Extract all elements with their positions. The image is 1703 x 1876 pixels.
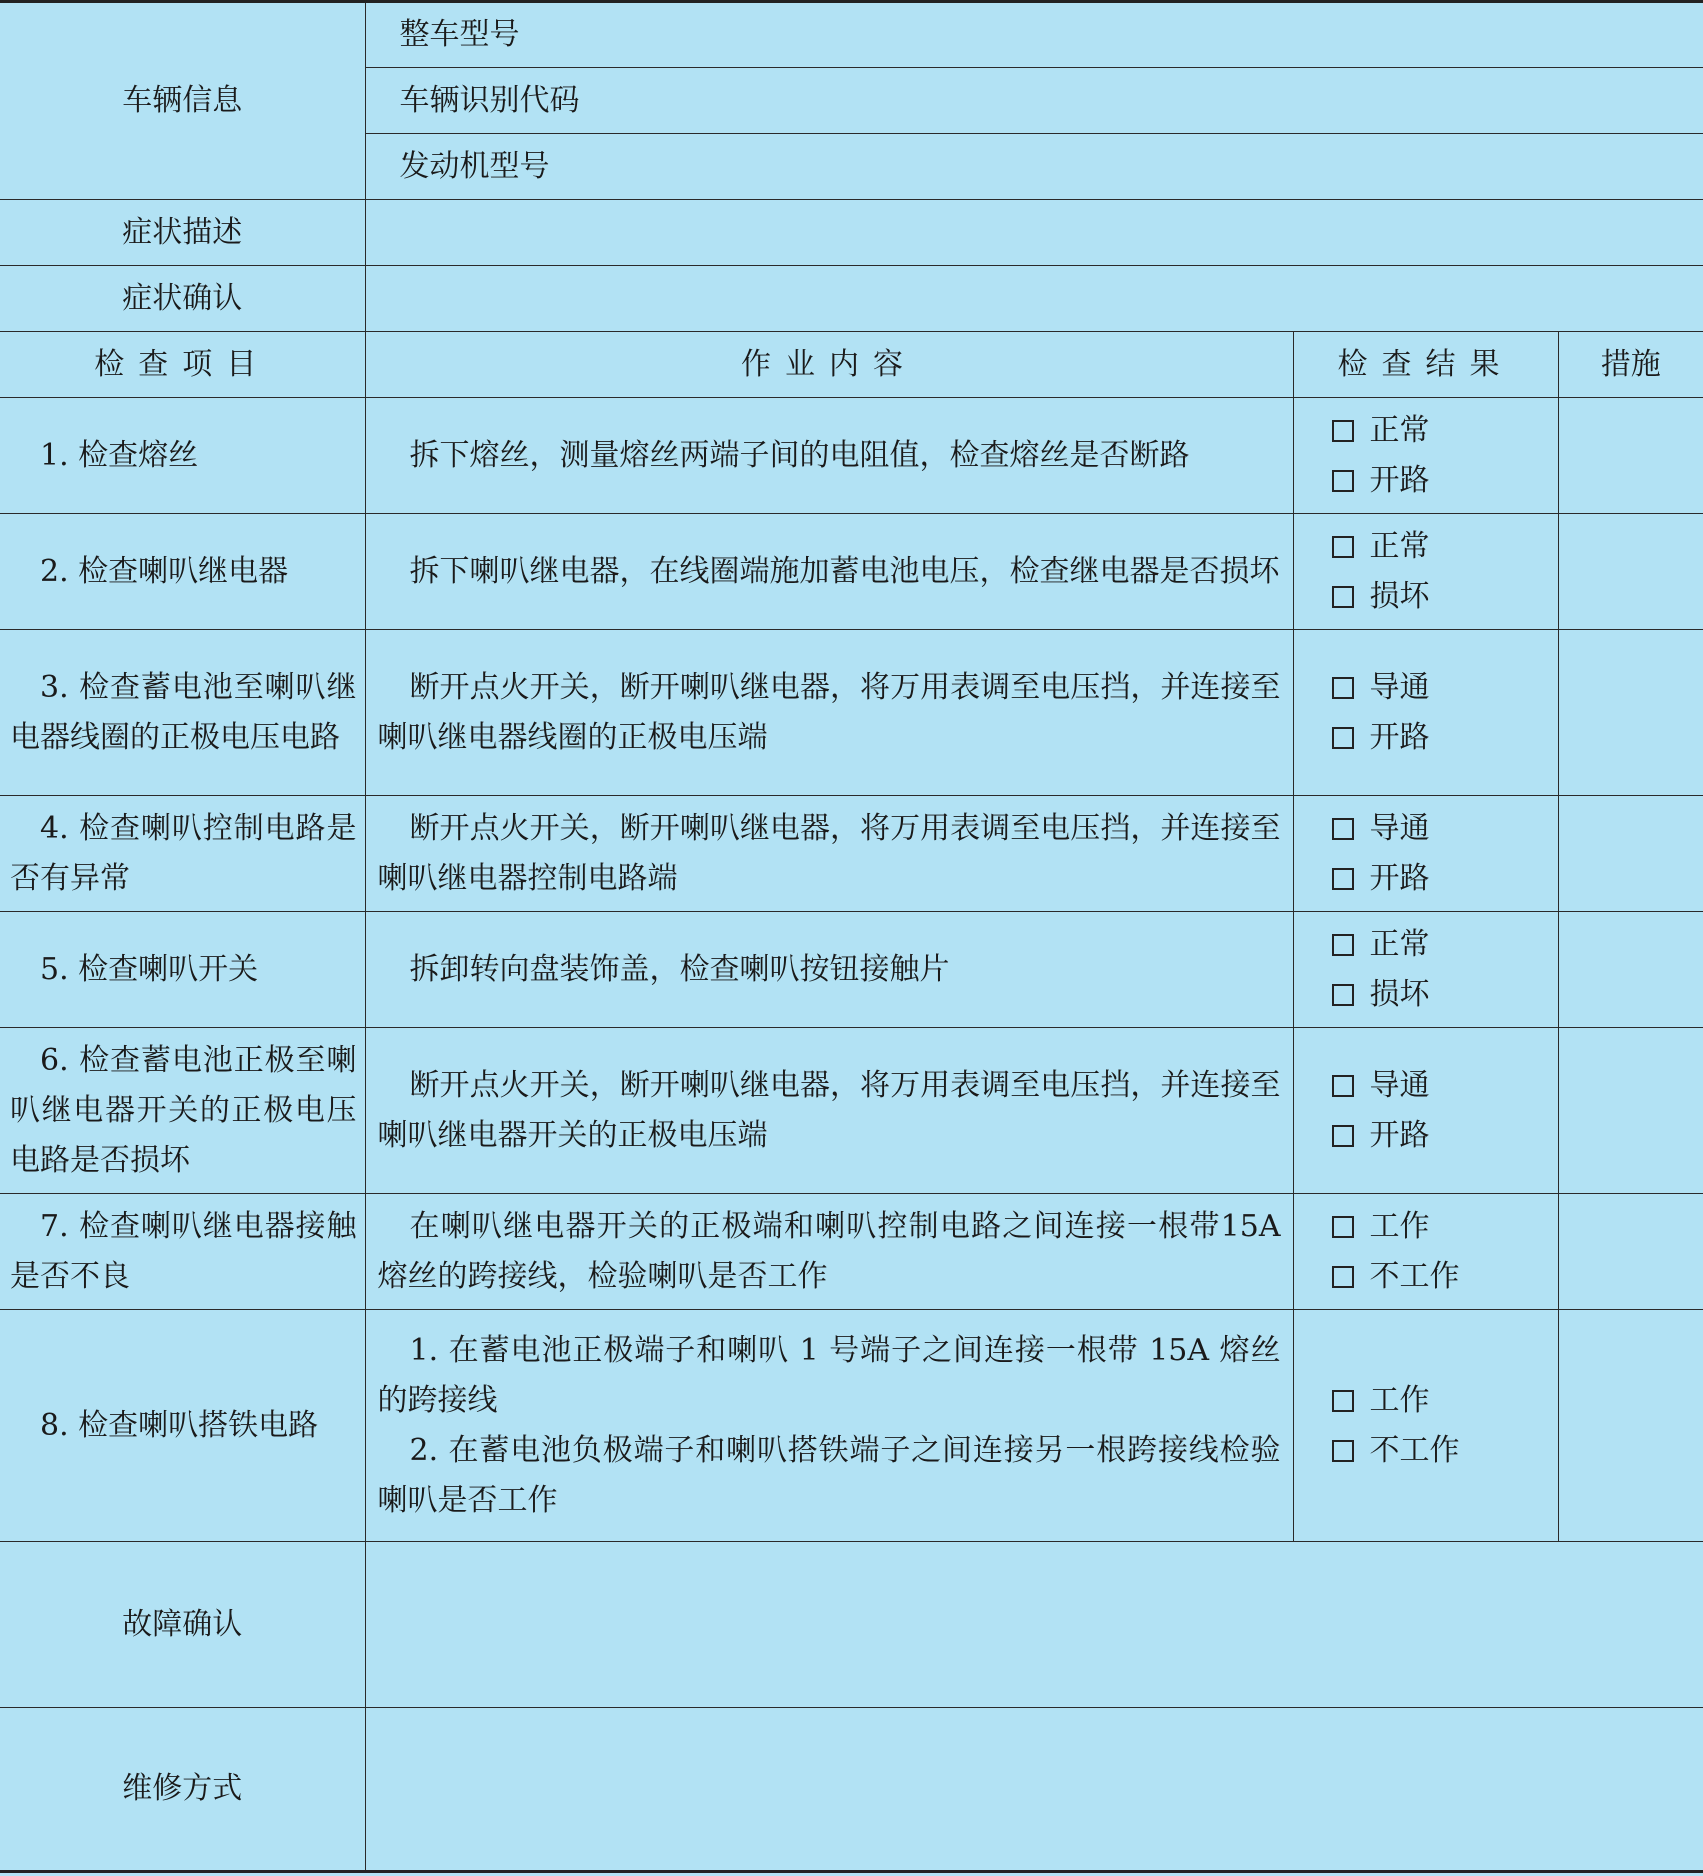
vehicle-model-field[interactable]: [365, 2, 1703, 68]
checkbox-icon[interactable]: [1332, 1440, 1354, 1462]
option-label: 导通: [1369, 669, 1430, 705]
result-option[interactable]: [1332, 572, 1558, 622]
repair-method-label: [0, 1708, 365, 1872]
item-cell: 6. 检查蓄电池正极至喇叭继电器开关的正极电压电路是否损坏: [0, 1028, 365, 1194]
vehicle-info-label-text: 车辆信息: [122, 83, 243, 118]
result-option[interactable]: [1332, 663, 1558, 713]
result-option[interactable]: [1332, 713, 1558, 763]
result-cell: [1293, 630, 1558, 796]
table-row: [0, 514, 1703, 630]
action-cell[interactable]: [1558, 398, 1703, 514]
fault-confirmation-label: [0, 1542, 365, 1708]
action-cell[interactable]: [1558, 1194, 1703, 1310]
header-item: 检查项目: [0, 332, 365, 398]
action-cell[interactable]: [1558, 796, 1703, 912]
item-cell: 5. 检查喇叭开关: [0, 912, 365, 1028]
checkbox-icon[interactable]: [1332, 868, 1354, 890]
option-label: 损坏: [1369, 976, 1430, 1012]
item-cell: 3. 检查蓄电池至喇叭继电器线圈的正极电压电路: [0, 630, 365, 796]
symptom-description-field[interactable]: [365, 200, 1703, 266]
result-option[interactable]: [1332, 522, 1558, 572]
table-row: [0, 1194, 1703, 1310]
option-label: 正常: [1369, 412, 1430, 448]
result-option[interactable]: [1332, 1111, 1558, 1161]
fault-confirmation-field[interactable]: [365, 1542, 1703, 1708]
checkbox-icon[interactable]: [1332, 586, 1354, 608]
item-cell: 1. 检查熔丝: [0, 398, 365, 514]
item-cell: 4. 检查喇叭控制电路是否有异常: [0, 796, 365, 912]
symptom-description-label: [0, 200, 365, 266]
result-option[interactable]: [1332, 456, 1558, 506]
option-label: 开路: [1369, 462, 1430, 498]
checkbox-icon[interactable]: [1332, 818, 1354, 840]
checkbox-icon[interactable]: [1332, 1216, 1354, 1238]
checkbox-icon[interactable]: [1332, 420, 1354, 442]
option-label: 开路: [1369, 719, 1430, 755]
result-cell: [1293, 1194, 1558, 1310]
checkbox-icon[interactable]: [1332, 677, 1354, 699]
content-cell: 拆卸转向盘装饰盖，检查喇叭按钮接触片: [365, 912, 1293, 1028]
fault-confirmation-text: 故障确认: [122, 1606, 243, 1642]
item-cell: 8. 检查喇叭搭铁电路: [0, 1310, 365, 1542]
checkbox-icon[interactable]: [1332, 984, 1354, 1006]
vehicle-info-label: [0, 2, 365, 200]
result-cell: [1293, 1028, 1558, 1194]
item-cell: 7. 检查喇叭继电器接触是否不良: [0, 1194, 365, 1310]
repair-method-field[interactable]: [365, 1708, 1703, 1872]
action-cell[interactable]: [1558, 1310, 1703, 1542]
symptom-confirmation-label: [0, 266, 365, 332]
header-result: 检查结果: [1293, 332, 1558, 398]
result-option[interactable]: [1332, 1252, 1558, 1302]
option-label: 工作: [1369, 1208, 1430, 1244]
option-label: 开路: [1369, 1117, 1430, 1153]
result-option[interactable]: [1332, 804, 1558, 854]
result-option[interactable]: [1332, 1376, 1558, 1426]
symptom-confirmation-text: 症状确认: [122, 280, 243, 316]
repair-method-text: 维修方式: [122, 1771, 243, 1806]
vin-field[interactable]: [365, 68, 1703, 134]
engine-model-label: 发动机型号: [399, 148, 550, 184]
option-label: 工作: [1369, 1382, 1430, 1418]
table-row: [0, 398, 1703, 514]
content-step: 1. 在蓄电池正极端子和喇叭 1 号端子之间连接一根带 15A 熔丝的跨接线: [377, 1332, 1281, 1418]
item-cell: 2. 检查喇叭继电器: [0, 514, 365, 630]
checkbox-icon[interactable]: [1332, 1125, 1354, 1147]
result-option[interactable]: [1332, 1202, 1558, 1252]
result-option[interactable]: [1332, 970, 1558, 1020]
content-step: 2. 在蓄电池负极端子和喇叭搭铁端子之间连接另一根跨接线检验喇叭是否工作: [377, 1432, 1281, 1518]
vin-label: 车辆识别代码: [399, 82, 580, 118]
checkbox-icon[interactable]: [1332, 934, 1354, 956]
checkbox-icon[interactable]: [1332, 1266, 1354, 1288]
header-action: 措施: [1558, 332, 1703, 398]
option-label: 开路: [1369, 860, 1430, 896]
table-row: [0, 912, 1703, 1028]
option-label: 正常: [1369, 528, 1430, 564]
result-option[interactable]: [1332, 406, 1558, 456]
symptom-confirmation-field[interactable]: [365, 266, 1703, 332]
content-cell: 断开点火开关，断开喇叭继电器，将万用表调至电压挡，并连接至喇叭继电器开关的正极电压端: [365, 1028, 1293, 1194]
checkbox-icon[interactable]: [1332, 470, 1354, 492]
result-cell: [1293, 1310, 1558, 1542]
content-cell: 在喇叭继电器开关的正极端和喇叭控制电路之间连接一根带15A 熔丝的跨接线，检验喇叭是否工作: [365, 1194, 1293, 1310]
checkbox-icon[interactable]: [1332, 1075, 1354, 1097]
result-cell: [1293, 398, 1558, 514]
result-option[interactable]: [1332, 920, 1558, 970]
checkbox-icon[interactable]: [1332, 1390, 1354, 1412]
action-cell[interactable]: [1558, 630, 1703, 796]
result-cell: [1293, 912, 1558, 1028]
checkbox-icon[interactable]: [1332, 727, 1354, 749]
result-cell: [1293, 514, 1558, 630]
content-cell: 断开点火开关，断开喇叭继电器，将万用表调至电压挡，并连接至喇叭继电器线圈的正极电压端: [365, 630, 1293, 796]
content-cell: 拆下喇叭继电器，在线圈端施加蓄电池电压，检查继电器是否损坏: [365, 514, 1293, 630]
header-content: 作业内容: [365, 332, 1293, 398]
vehicle-model-label: 整车型号: [399, 17, 520, 52]
content-cell: 断开点火开关，断开喇叭继电器，将万用表调至电压挡，并连接至喇叭继电器控制电路端: [365, 796, 1293, 912]
result-option[interactable]: [1332, 854, 1558, 904]
table-header-row: [0, 332, 1703, 398]
table-row: [0, 1028, 1703, 1194]
option-label: 导通: [1369, 1067, 1430, 1103]
result-option[interactable]: [1332, 1061, 1558, 1111]
engine-model-field[interactable]: [365, 134, 1703, 200]
action-cell[interactable]: [1558, 1028, 1703, 1194]
option-label: 损坏: [1369, 578, 1430, 614]
content-cell: [365, 1310, 1293, 1542]
action-cell[interactable]: [1558, 912, 1703, 1028]
table-row: [0, 630, 1703, 796]
option-label: 正常: [1369, 926, 1430, 962]
table-row: [0, 1310, 1703, 1542]
option-label: 不工作: [1369, 1258, 1460, 1294]
action-cell[interactable]: [1558, 514, 1703, 630]
result-option[interactable]: [1332, 1426, 1558, 1476]
checkbox-icon[interactable]: [1332, 536, 1354, 558]
result-cell: [1293, 796, 1558, 912]
content-cell: 拆下熔丝，测量熔丝两端子间的电阻值，检查熔丝是否断路: [365, 398, 1293, 514]
option-label: 导通: [1369, 810, 1430, 846]
symptom-description-text: 症状描述: [122, 214, 243, 250]
table-row: [0, 796, 1703, 912]
option-label: 不工作: [1369, 1432, 1460, 1468]
